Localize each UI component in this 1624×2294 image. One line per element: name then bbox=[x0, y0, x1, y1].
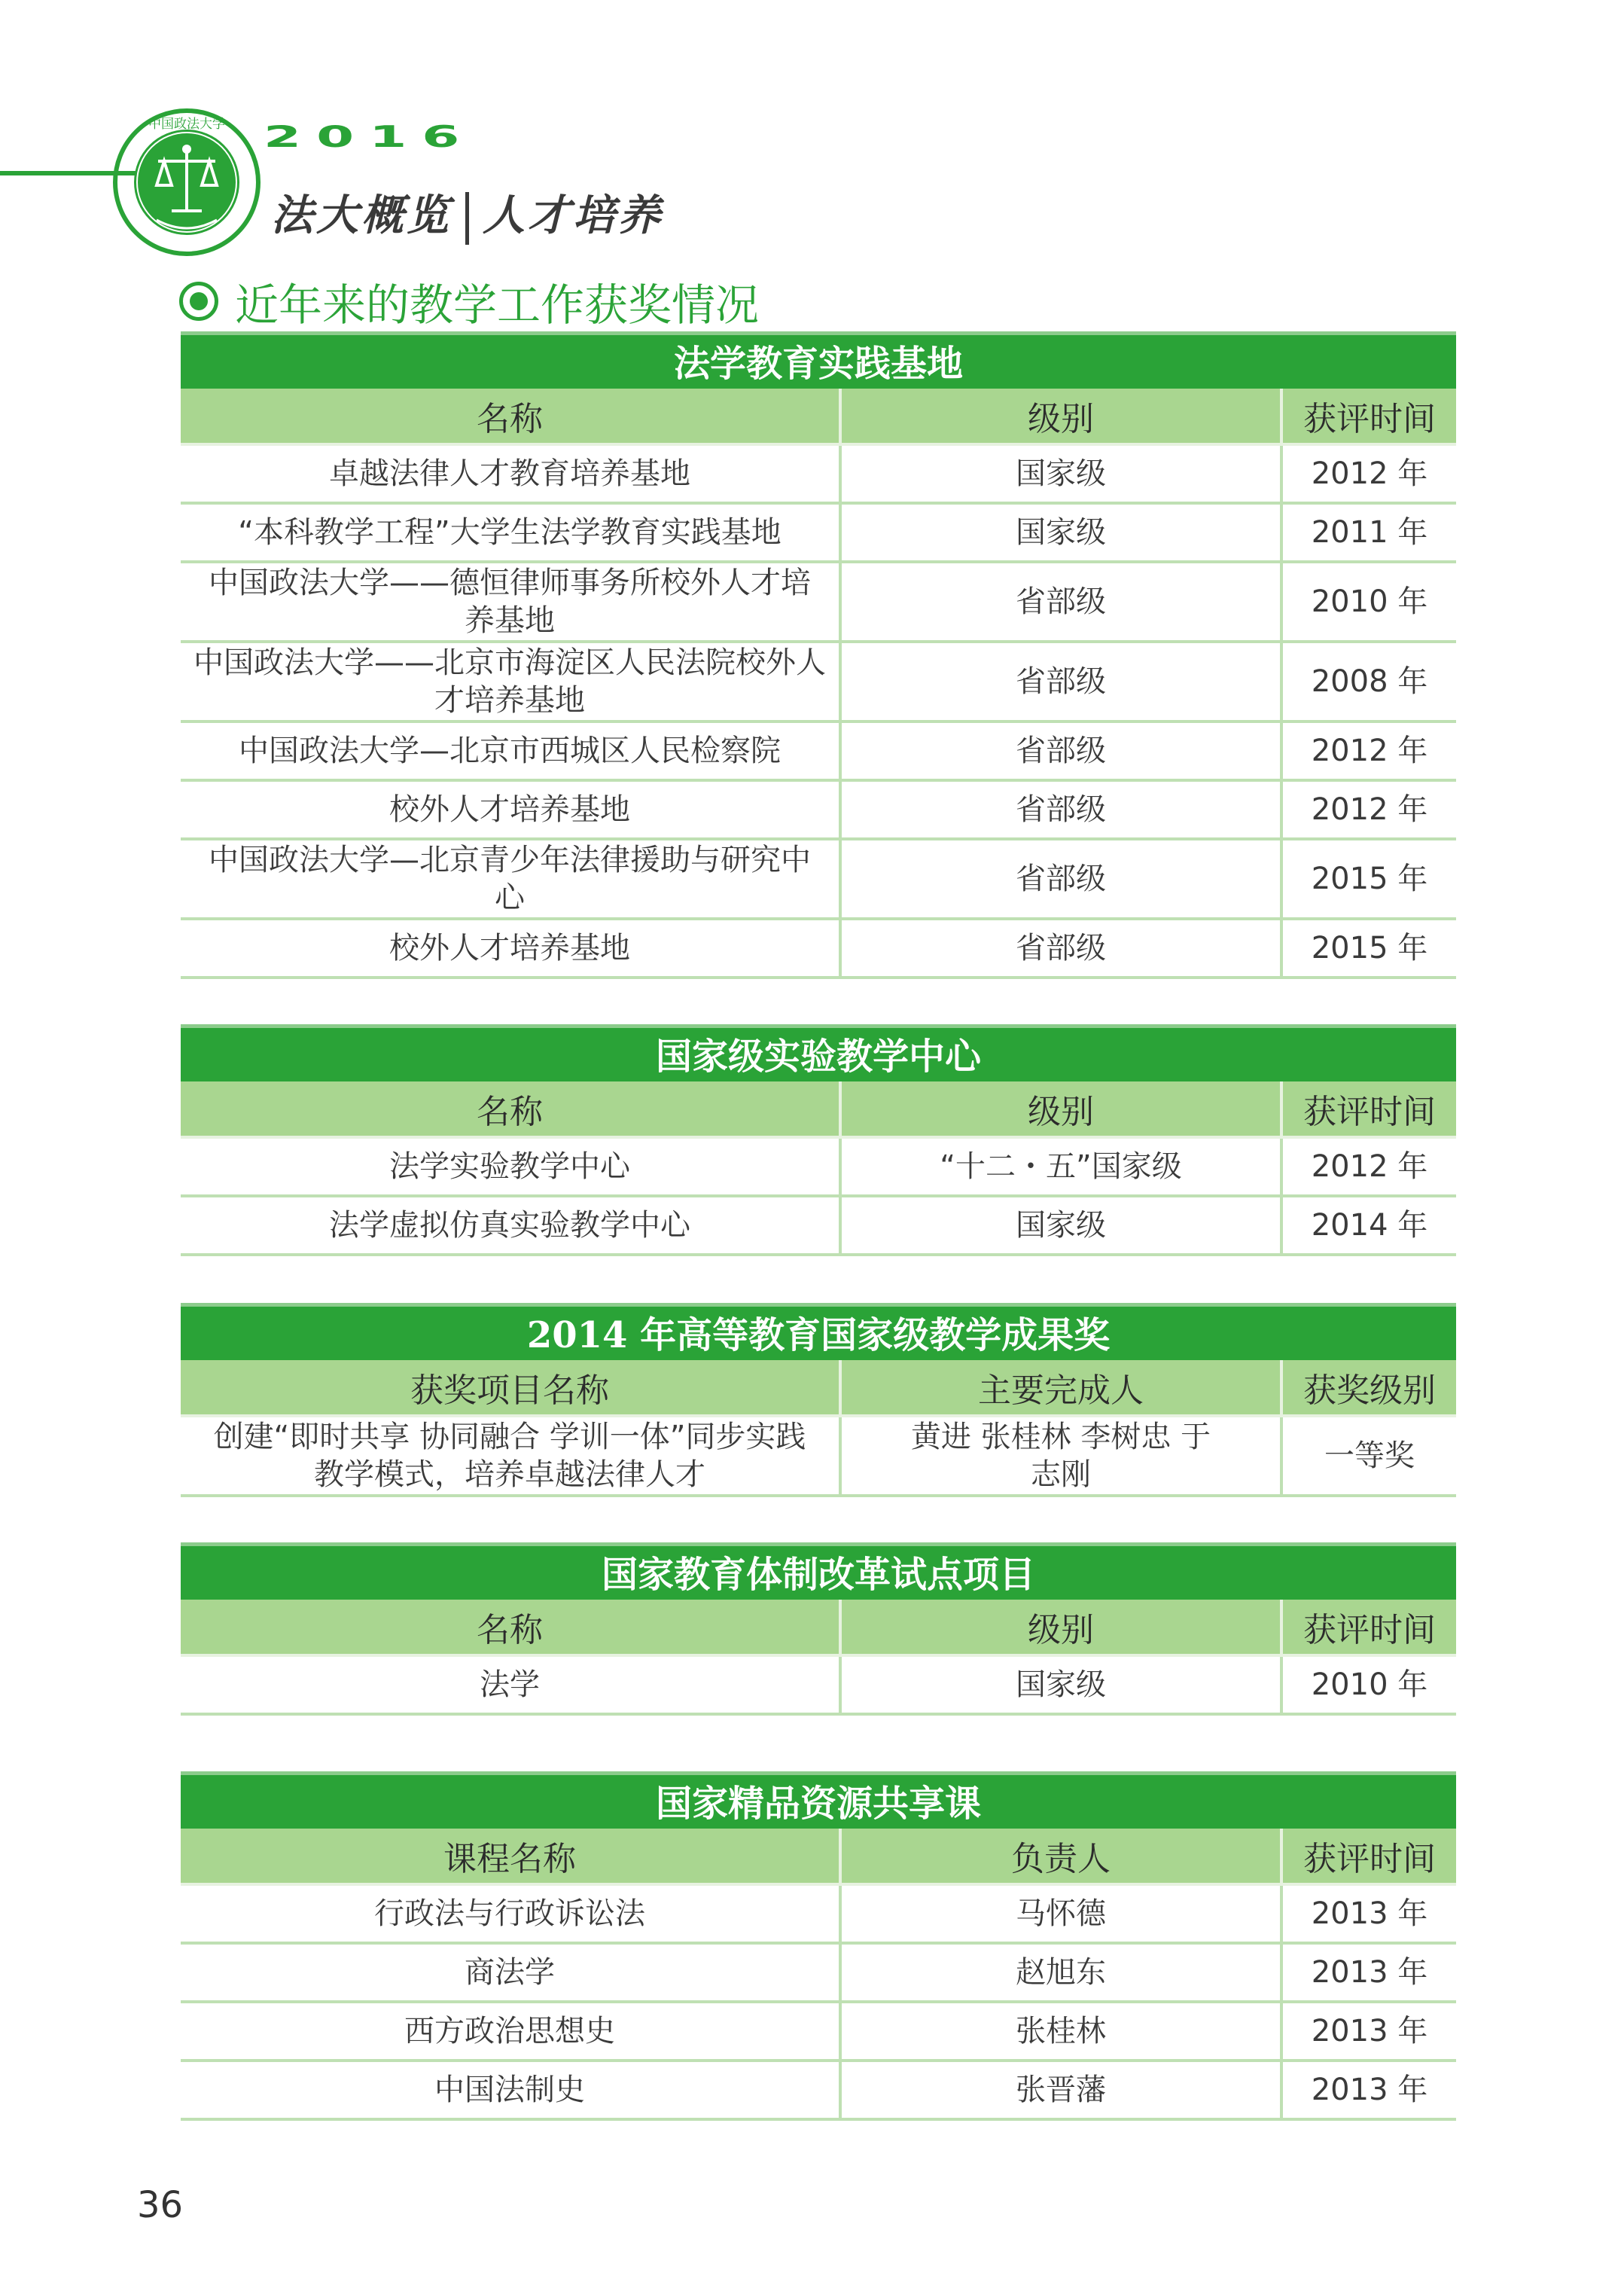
table-cell: 马怀德 bbox=[839, 1886, 1280, 1942]
award-table-lab-centers bbox=[181, 1024, 1456, 1256]
table-row bbox=[181, 2062, 1456, 2121]
table-cell: 2013 年 bbox=[1280, 1945, 1456, 2000]
award-table-resource-courses bbox=[181, 1771, 1456, 2121]
university-seal-logo bbox=[111, 107, 262, 258]
table-header bbox=[181, 389, 1456, 446]
table-cell: 2014 年 bbox=[1280, 1197, 1456, 1253]
table-row bbox=[181, 920, 1456, 979]
table-row bbox=[181, 840, 1456, 920]
table-cell: 2010 年 bbox=[1280, 1657, 1456, 1713]
table-row bbox=[181, 1886, 1456, 1945]
column-header: 级别 bbox=[839, 1081, 1280, 1136]
table-cell: 省部级 bbox=[839, 643, 1280, 720]
table-cell: 省部级 bbox=[839, 920, 1280, 976]
table-title: 2014 年高等教育国家级教学成果奖 bbox=[181, 1303, 1456, 1360]
table-cell: 赵旭东 bbox=[839, 1945, 1280, 2000]
table-cell: 2013 年 bbox=[1280, 2062, 1456, 2118]
table-cell: 2015 年 bbox=[1280, 920, 1456, 976]
section-title: 近年来的教学工作获奖情况 bbox=[235, 279, 760, 331]
table-cell: 校外人才培养基地 bbox=[389, 792, 630, 827]
table-cell: 校外人才培养基地 bbox=[389, 931, 630, 965]
header-title bbox=[271, 182, 663, 245]
table-cell: 2013 年 bbox=[1280, 1886, 1456, 1942]
table-cell: 法学 bbox=[480, 1667, 540, 1702]
table-cell: 卓越法律人才教育培养基地 bbox=[329, 456, 690, 491]
award-table-practice-bases bbox=[181, 331, 1456, 979]
table-cell: 省部级 bbox=[839, 840, 1280, 917]
table-title: 国家教育体制改革试点项目 bbox=[181, 1542, 1456, 1600]
table-cell: 2012 年 bbox=[1280, 723, 1456, 779]
table-cell: 西方政治思想史 bbox=[404, 2014, 615, 2048]
column-header: 课程名称 bbox=[443, 1840, 576, 1878]
table-cell: “本科教学工程”大学生法学教育实践基地 bbox=[238, 515, 782, 550]
column-header: 级别 bbox=[839, 1600, 1280, 1654]
table-cell: 2008 年 bbox=[1280, 643, 1456, 720]
column-header: 获奖级别 bbox=[1280, 1360, 1456, 1414]
column-header: 主要完成人 bbox=[839, 1360, 1280, 1414]
table-cell: 2011 年 bbox=[1280, 505, 1456, 560]
table-cell: 法学实验教学中心 bbox=[389, 1149, 630, 1184]
header-separator bbox=[465, 192, 469, 245]
column-header: 获评时间 bbox=[1280, 1081, 1456, 1136]
table-row bbox=[181, 505, 1456, 563]
table-cell: 省部级 bbox=[839, 563, 1280, 640]
header-title-left: 法大概览 bbox=[271, 191, 452, 240]
table-row bbox=[181, 1139, 1456, 1197]
table-cell: 省部级 bbox=[839, 723, 1280, 779]
table-title: 国家精品资源共享课 bbox=[181, 1771, 1456, 1829]
table-cell: 省部级 bbox=[839, 782, 1280, 837]
column-header: 获评时间 bbox=[1280, 389, 1456, 443]
column-header: 获评时间 bbox=[1280, 1829, 1456, 1883]
table-cell: 2012 年 bbox=[1280, 446, 1456, 502]
table-title: 国家级实验教学中心 bbox=[181, 1024, 1456, 1081]
table-cell: 创建“即时共享 协同融合 学训一体”同步实践教学模式，培养卓越法律人才 bbox=[213, 1420, 806, 1492]
table-cell: 商法学 bbox=[465, 1955, 555, 1990]
table-cell: 张晋藩 bbox=[839, 2062, 1280, 2118]
table-cell: 中国政法大学——德恒律师事务所校外人才培养基地 bbox=[209, 566, 811, 638]
column-header: 获奖项目名称 bbox=[410, 1371, 609, 1410]
table-row bbox=[181, 643, 1456, 723]
page-number: 36 bbox=[137, 2184, 184, 2226]
header-title-right: 人才培养 bbox=[483, 191, 663, 240]
table-cell: 2013 年 bbox=[1280, 2003, 1456, 2059]
table-cell: 国家级 bbox=[839, 1657, 1280, 1713]
table-row bbox=[181, 1417, 1456, 1497]
table-header bbox=[181, 1360, 1456, 1417]
svg-text:中国政法大学: 中国政法大学 bbox=[148, 117, 225, 132]
table-cell: “十二・五”国家级 bbox=[839, 1139, 1280, 1194]
table-cell: 中国法制史 bbox=[434, 2073, 585, 2107]
column-header: 名称 bbox=[477, 1611, 543, 1649]
table-row bbox=[181, 1945, 1456, 2003]
radio-bullet-icon bbox=[179, 282, 218, 321]
table-cell: 国家级 bbox=[839, 446, 1280, 502]
table-header bbox=[181, 1081, 1456, 1139]
table-cell: 行政法与行政诉讼法 bbox=[374, 1896, 645, 1931]
table-row bbox=[181, 563, 1456, 643]
table-row bbox=[181, 1657, 1456, 1716]
table-cell: 国家级 bbox=[839, 1197, 1280, 1253]
award-table-reform-pilot bbox=[181, 1542, 1456, 1716]
column-header: 获评时间 bbox=[1280, 1600, 1456, 1654]
table-row bbox=[181, 446, 1456, 505]
table-row bbox=[181, 1197, 1456, 1256]
table-cell: 黄进 张桂林 李树忠 于志刚 bbox=[839, 1417, 1280, 1494]
header-year: 2016 bbox=[264, 119, 475, 154]
section-heading bbox=[179, 270, 759, 333]
table-cell: 2012 年 bbox=[1280, 1139, 1456, 1194]
table-cell: 张桂林 bbox=[839, 2003, 1280, 2059]
table-row bbox=[181, 782, 1456, 840]
table-cell: 中国政法大学——北京市海淀区人民法院校外人才培养基地 bbox=[193, 645, 826, 718]
column-header: 负责人 bbox=[839, 1829, 1280, 1883]
column-header: 名称 bbox=[477, 1093, 543, 1131]
table-cell: 中国政法大学—北京市西城区人民检察院 bbox=[239, 734, 781, 768]
table-cell: 法学虚拟仿真实验教学中心 bbox=[329, 1208, 690, 1243]
table-cell: 国家级 bbox=[839, 505, 1280, 560]
table-cell: 一等奖 bbox=[1280, 1417, 1456, 1494]
table-cell: 2010 年 bbox=[1280, 563, 1456, 640]
column-header: 名称 bbox=[477, 400, 543, 438]
table-row bbox=[181, 2003, 1456, 2062]
table-header bbox=[181, 1600, 1456, 1657]
table-cell: 中国政法大学—北京青少年法律援助与研究中心 bbox=[209, 843, 811, 915]
table-title: 法学教育实践基地 bbox=[181, 331, 1456, 389]
table-row bbox=[181, 723, 1456, 782]
column-header: 级别 bbox=[839, 389, 1280, 443]
table-cell: 2012 年 bbox=[1280, 782, 1456, 837]
table-header bbox=[181, 1829, 1456, 1886]
table-cell: 2015 年 bbox=[1280, 840, 1456, 917]
award-table-teaching-achievement bbox=[181, 1303, 1456, 1497]
